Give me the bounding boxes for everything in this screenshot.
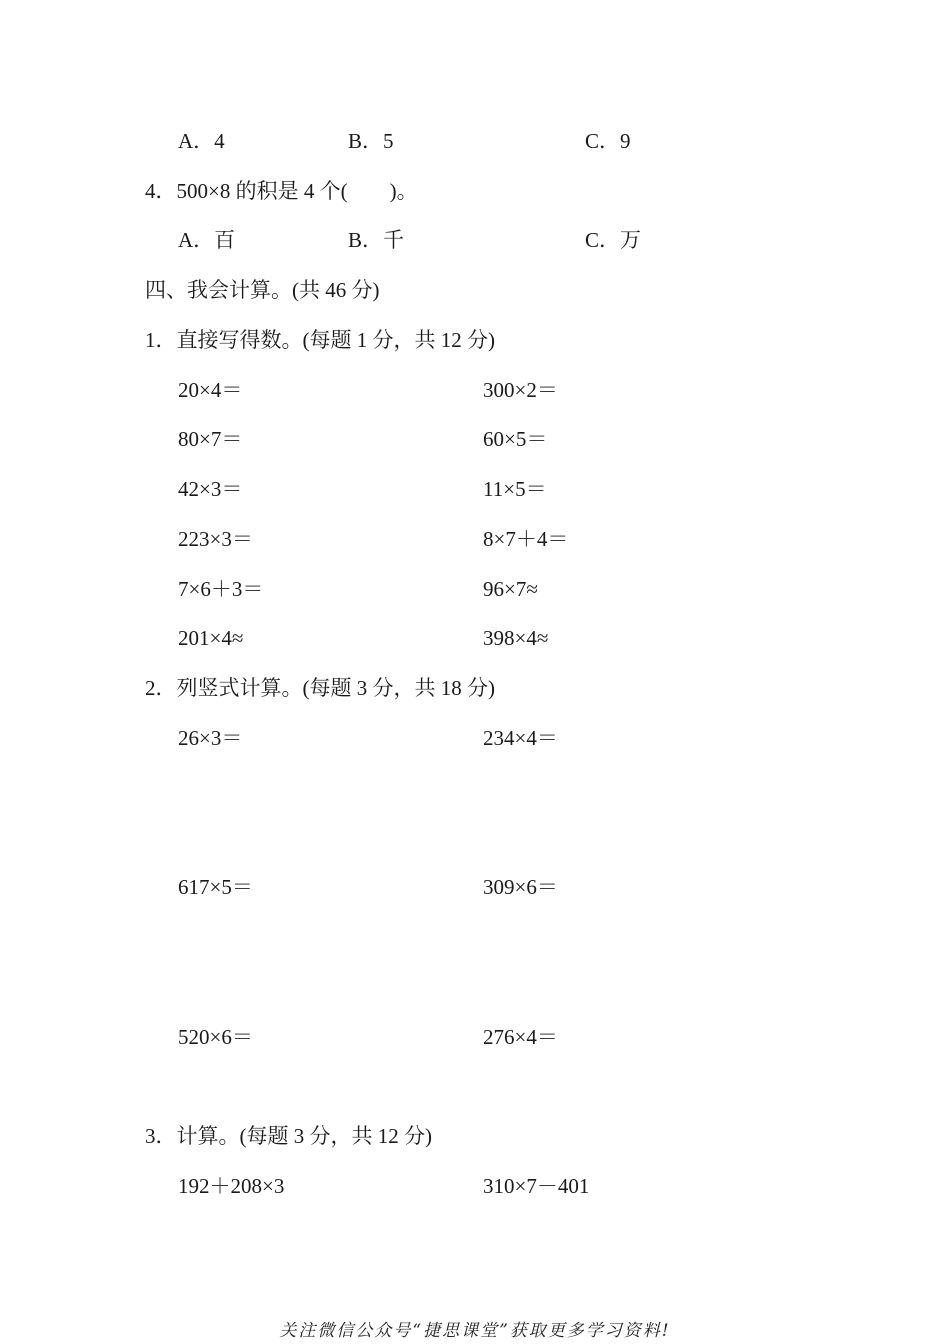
part2-item: 234×4＝ xyxy=(483,726,558,750)
part1-item: 7×6＋3＝ xyxy=(178,577,264,601)
q4-option-c: C．万 xyxy=(585,228,642,252)
part1-item: 223×3＝ xyxy=(178,527,253,551)
part3-title: 3．计算。(每题 3 分，共 12 分) xyxy=(145,1124,432,1148)
q4-option-b: B．千 xyxy=(348,228,405,252)
q4-option-a: A．百 xyxy=(178,228,236,252)
part1-item: 96×7≈ xyxy=(483,577,538,601)
part3-item: 310×7－401 xyxy=(483,1174,590,1198)
part2-item: 276×4＝ xyxy=(483,1025,558,1049)
q3-option-b: B．5 xyxy=(348,129,394,153)
part3-item: 192＋208×3 xyxy=(178,1174,285,1198)
part1-title: 1．直接写得数。(每题 1 分，共 12 分) xyxy=(145,328,495,352)
part1-item: 300×2＝ xyxy=(483,378,558,402)
part2-item: 617×5＝ xyxy=(178,875,253,899)
q3-option-a: A．4 xyxy=(178,129,225,153)
part1-item: 398×4≈ xyxy=(483,626,549,650)
part1-item: 11×5＝ xyxy=(483,477,547,501)
part2-item: 520×6＝ xyxy=(178,1025,253,1049)
q3-option-c: C．9 xyxy=(585,129,631,153)
part2-title: 2．列竖式计算。(每题 3 分，共 18 分) xyxy=(145,676,495,700)
q4-stem: 4．500×8 的积是 4 个( )。 xyxy=(145,179,418,203)
part1-item: 201×4≈ xyxy=(178,626,244,650)
part2-item: 309×6＝ xyxy=(483,875,558,899)
part1-item: 20×4＝ xyxy=(178,378,243,402)
section4-title: 四、我会计算。(共 46 分) xyxy=(145,278,380,302)
part1-item: 42×3＝ xyxy=(178,477,243,501)
part1-item: 80×7＝ xyxy=(178,427,243,451)
part2-item: 26×3＝ xyxy=(178,726,243,750)
footer-note: 关注微信公众号“捷思课堂”获取更多学习资料! xyxy=(279,1321,671,1341)
part1-item: 60×5＝ xyxy=(483,427,548,451)
part1-item: 8×7＋4＝ xyxy=(483,527,569,551)
